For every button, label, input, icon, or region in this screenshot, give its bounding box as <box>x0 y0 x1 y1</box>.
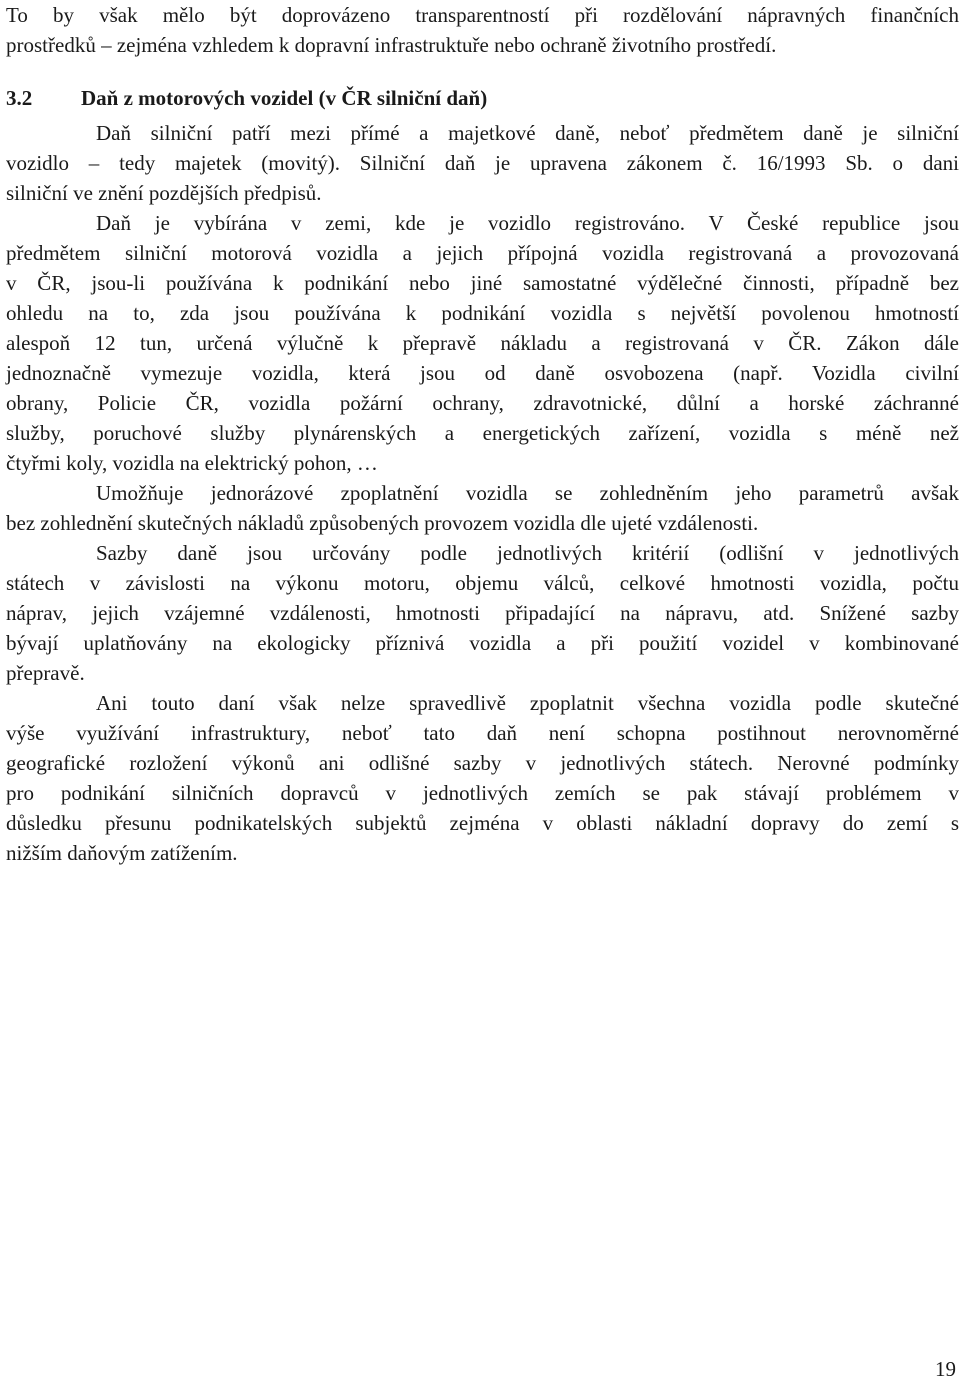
paragraph-line: alespoň 12 tun, určená výlučně k přepravě nákladu a registrovaná v ČR. Zákon dále <box>6 331 959 355</box>
paragraph-line: silniční ve znění pozdějších předpisů. <box>6 181 322 205</box>
paragraph-line: předmětem silniční motorová vozidla a jejich přípojná vozidla registrovaná a provozovaná <box>6 241 959 265</box>
paragraph-line: ohledu na to, zda jsou používána k podnikání vozidla s největší povolenou hmotností <box>6 301 959 325</box>
paragraph-line: přepravě. <box>6 661 85 685</box>
section-heading <box>6 83 487 113</box>
paragraph-line: služby, poruchové služby plynárenských a energetických zařízení, vozidla s méně než <box>6 421 959 445</box>
paragraph-line: pro podnikání silničních dopravců v jednotlivých zemích se pak stávají problémem v <box>6 781 959 805</box>
paragraph-line: geografické rozložení výkonů ani odlišné sazby v jednotlivých státech. Nerovné podmínky <box>6 751 959 775</box>
paragraph-line: jednoznačně vymezuje vozidla, která jsou od daně osvobozena (např. Vozidla civilní <box>6 361 959 385</box>
intro-line: prostředků – zejména vzhledem k dopravní infrastruktuře nebo ochraně životního prostředí. <box>6 33 777 57</box>
paragraph-line: důsledku přesunu podnikatelských subjektů zejména v oblasti nákladní dopravy do zemí s <box>6 811 959 835</box>
section-title: Daň z motorových vozidel (v ČR silniční daň) <box>81 86 488 110</box>
section-number: 3.2 <box>6 86 33 110</box>
paragraph-line: bez zohlednění skutečných nákladů způsobených provozem vozidla dle ujeté vzdálenosti. <box>6 511 759 535</box>
paragraph-line: Ani touto daní však nelze spravedlivě zpoplatnit všechna vozidla podle skutečné <box>96 691 959 715</box>
paragraph-line: Umožňuje jednorázové zpoplatnění vozidla se zohledněním jeho parametrů avšak <box>96 481 959 505</box>
paragraph-line: státech v závislosti na výkonu motoru, objemu válců, celkové hmotnosti vozidla, počtu <box>6 571 959 595</box>
paragraph-line: náprav, jejich vzájemné vzdálenosti, hmotnosti připadající na nápravu, atd. Snížené sazby <box>6 601 959 625</box>
paragraph-line: čtyřmi koly, vozidla na elektrický pohon, … <box>6 451 378 475</box>
paragraph-line: obrany, Policie ČR, vozidla požární ochrany, zdravotnické, důlní a horské záchranné <box>6 391 959 415</box>
paragraph-line: bývají uplatňovány na ekologicky příznivá vozidla a při použití vozidel v kombinované <box>6 631 959 655</box>
paragraph-line: v ČR, jsou-li používána k podnikání nebo jiné samostatné výdělečné činnosti, případně bez <box>6 271 959 295</box>
paragraph-line: vozidlo – tedy majetek (movitý). Silniční daň je upravena zákonem č. 16/1993 Sb. o dani <box>6 151 959 175</box>
paragraph-line: výše využívání infrastruktury, neboť tato daň není schopna postihnout nerovnoměrné <box>6 721 959 745</box>
page-number: 19 <box>935 1357 956 1381</box>
paragraph-line: Daň je vybírána v zemi, kde je vozidlo registrováno. V České republice jsou <box>96 211 959 235</box>
intro-line: To by však mělo být doprovázeno transparentností při rozdělování nápravných finančních <box>6 3 959 27</box>
paragraph-line: nižším daňovým zatížením. <box>6 841 238 865</box>
paragraph-line: Sazby daně jsou určovány podle jednotlivých kritérií (odlišní v jednotlivých <box>96 541 959 565</box>
paragraph-line: Daň silniční patří mezi přímé a majetkové daně, neboť předmětem daně je silniční <box>96 121 959 145</box>
